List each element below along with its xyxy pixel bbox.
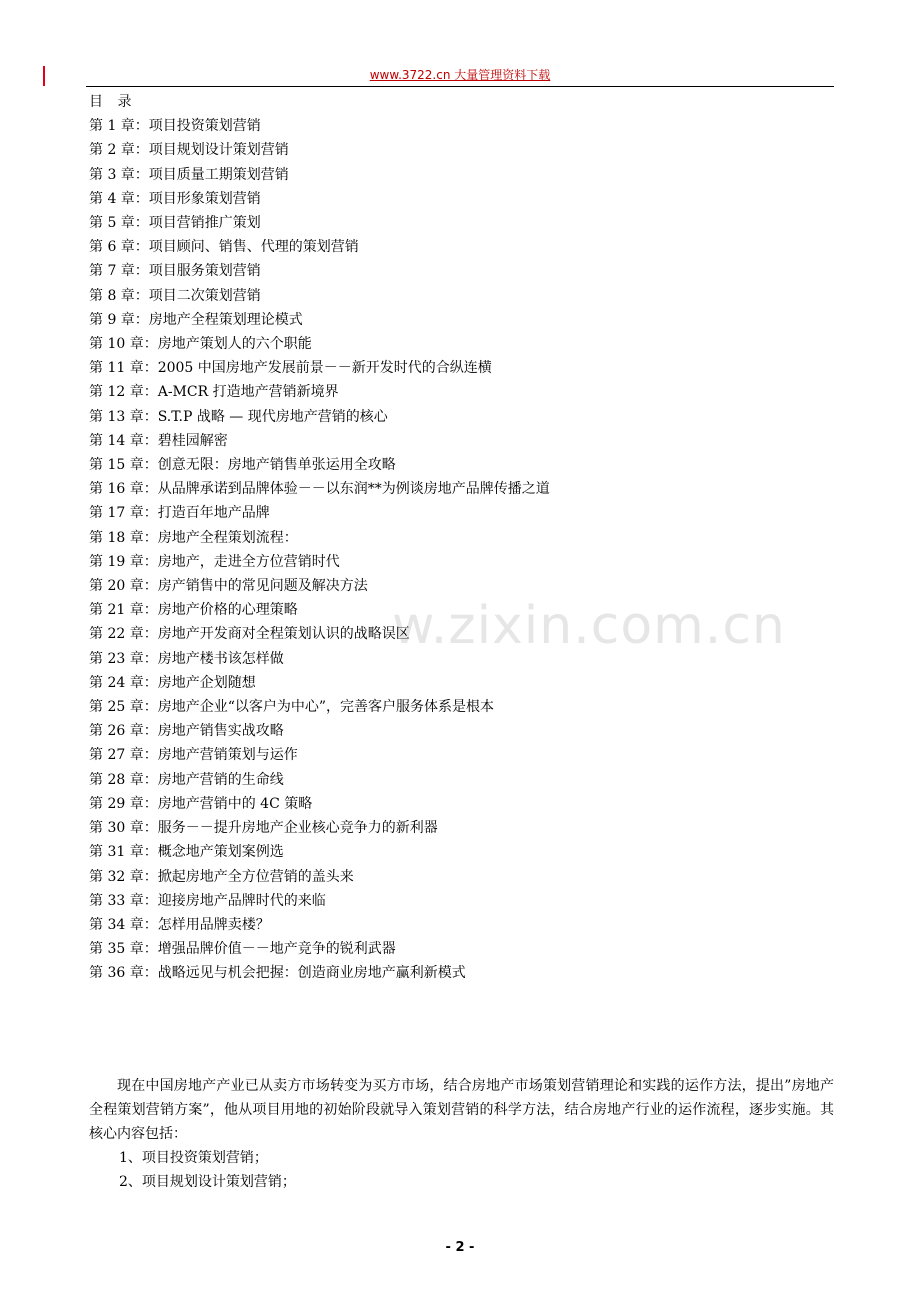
page-number: - 2 - [445,1240,475,1255]
toc-item: 第 27 章：房地产营销策划与运作 [89,747,298,764]
page-header [86,64,834,87]
toc-item: 第 16 章：从品牌承诺到品牌体验－－以东润**为例谈房地产品牌传播之道 [89,481,550,498]
toc-item: 第 32 章：掀起房地产全方位营销的盖头来 [89,868,354,885]
toc-item: 第 28 章：房地产营销的生命线 [89,771,284,788]
toc-item: 第 34 章：怎样用品牌卖楼？ [89,916,270,933]
toc-item: 第 33 章：迎接房地产品牌时代的来临 [89,892,326,909]
toc-item: 第 23 章：房地产楼书该怎样做 [89,650,284,667]
list-item: 2、项目规划设计策划营销； [119,1174,296,1190]
toc-item: 第 31 章：概念地产策划案例选 [89,844,284,861]
toc-item: 第 30 章：服务－－提升房地产企业核心竞争力的新利器 [89,820,438,837]
toc-item: 第 17 章：打造百年地产品牌 [89,505,270,522]
intro-paragraph: 现在中国房地产产业已从卖方市场转变为买方市场，结合房地产市场策划营销理论和实践的运作方法，提出”房地产全程策划营销方案”，他从项目用地的初始阶段就导入策划营销的科学方法，结合房地产行业的运作流程，逐步实施。其核心内容包括： [89,1078,834,1142]
list-item: 1、项目投资策划营销； [119,1150,268,1166]
toc-item: 第 3 章：项目质量工期策划营销 [89,166,289,183]
body-section [89,1074,834,1194]
toc-item: 第 6 章：项目顾问、销售、代理的策划营销 [89,239,359,256]
toc-item: 第 26 章：房地产销售实战攻略 [89,723,284,740]
toc-item: 第 12 章：A-MCR 打造地产营销新境界 [89,384,339,401]
table-of-contents [89,90,834,986]
toc-title: 目 录 [89,94,137,110]
toc-item: 第 25 章：房地产企业“以客户为中心”，完善客户服务体系是根本 [89,699,495,716]
watermark: w.zixin.com.cn [392,596,786,656]
toc-item: 第 18 章：房地产全程策划流程： [89,529,298,546]
toc-item: 第 1 章：项目投资策划营销 [89,118,261,135]
toc-item: 第 21 章：房地产价格的心理策略 [89,602,298,619]
toc-item: 第 24 章：房地产企划随想 [89,674,256,691]
toc-item: 第 22 章：房地产开发商对全程策划认识的战略误区 [89,626,410,643]
toc-item: 第 13 章：S.T.P 战略 — 现代房地产营销的核心 [89,408,388,425]
toc-item: 第 29 章：房地产营销中的 4C 策略 [89,795,313,812]
toc-item: 第 10 章：房地产策划人的六个职能 [89,336,312,353]
margin-mark [43,66,45,86]
header-link[interactable]: www.3722.cn 大量管理资料下载 [369,68,551,82]
toc-item: 第 15 章：创意无限：房地产销售单张运用全攻略 [89,457,396,474]
toc-item: 第 8 章：项目二次策划营销 [89,287,261,304]
toc-item: 第 11 章：2005 中国房地产发展前景－－新开发时代的合纵连横 [89,360,492,377]
toc-list [89,114,834,985]
toc-item: 第 9 章：房地产全程策划理论模式 [89,311,303,328]
toc-item: 第 19 章：房地产，走进全方位营销时代 [89,553,340,570]
toc-item: 第 2 章：项目规划设计策划营销 [89,142,289,159]
toc-item: 第 20 章：房产销售中的常见问题及解决方法 [89,578,368,595]
toc-item: 第 35 章：增强品牌价值－－地产竞争的锐利武器 [89,941,396,958]
toc-item: 第 14 章：碧桂园解密 [89,432,228,449]
toc-item: 第 7 章：项目服务策划营销 [89,263,261,280]
toc-item: 第 4 章：项目形象策划营销 [89,190,261,207]
toc-item: 第 5 章：项目营销推广策划 [89,215,261,232]
toc-item: 第 36 章：战略远见与机会把握：创造商业房地产赢利新模式 [89,965,466,982]
